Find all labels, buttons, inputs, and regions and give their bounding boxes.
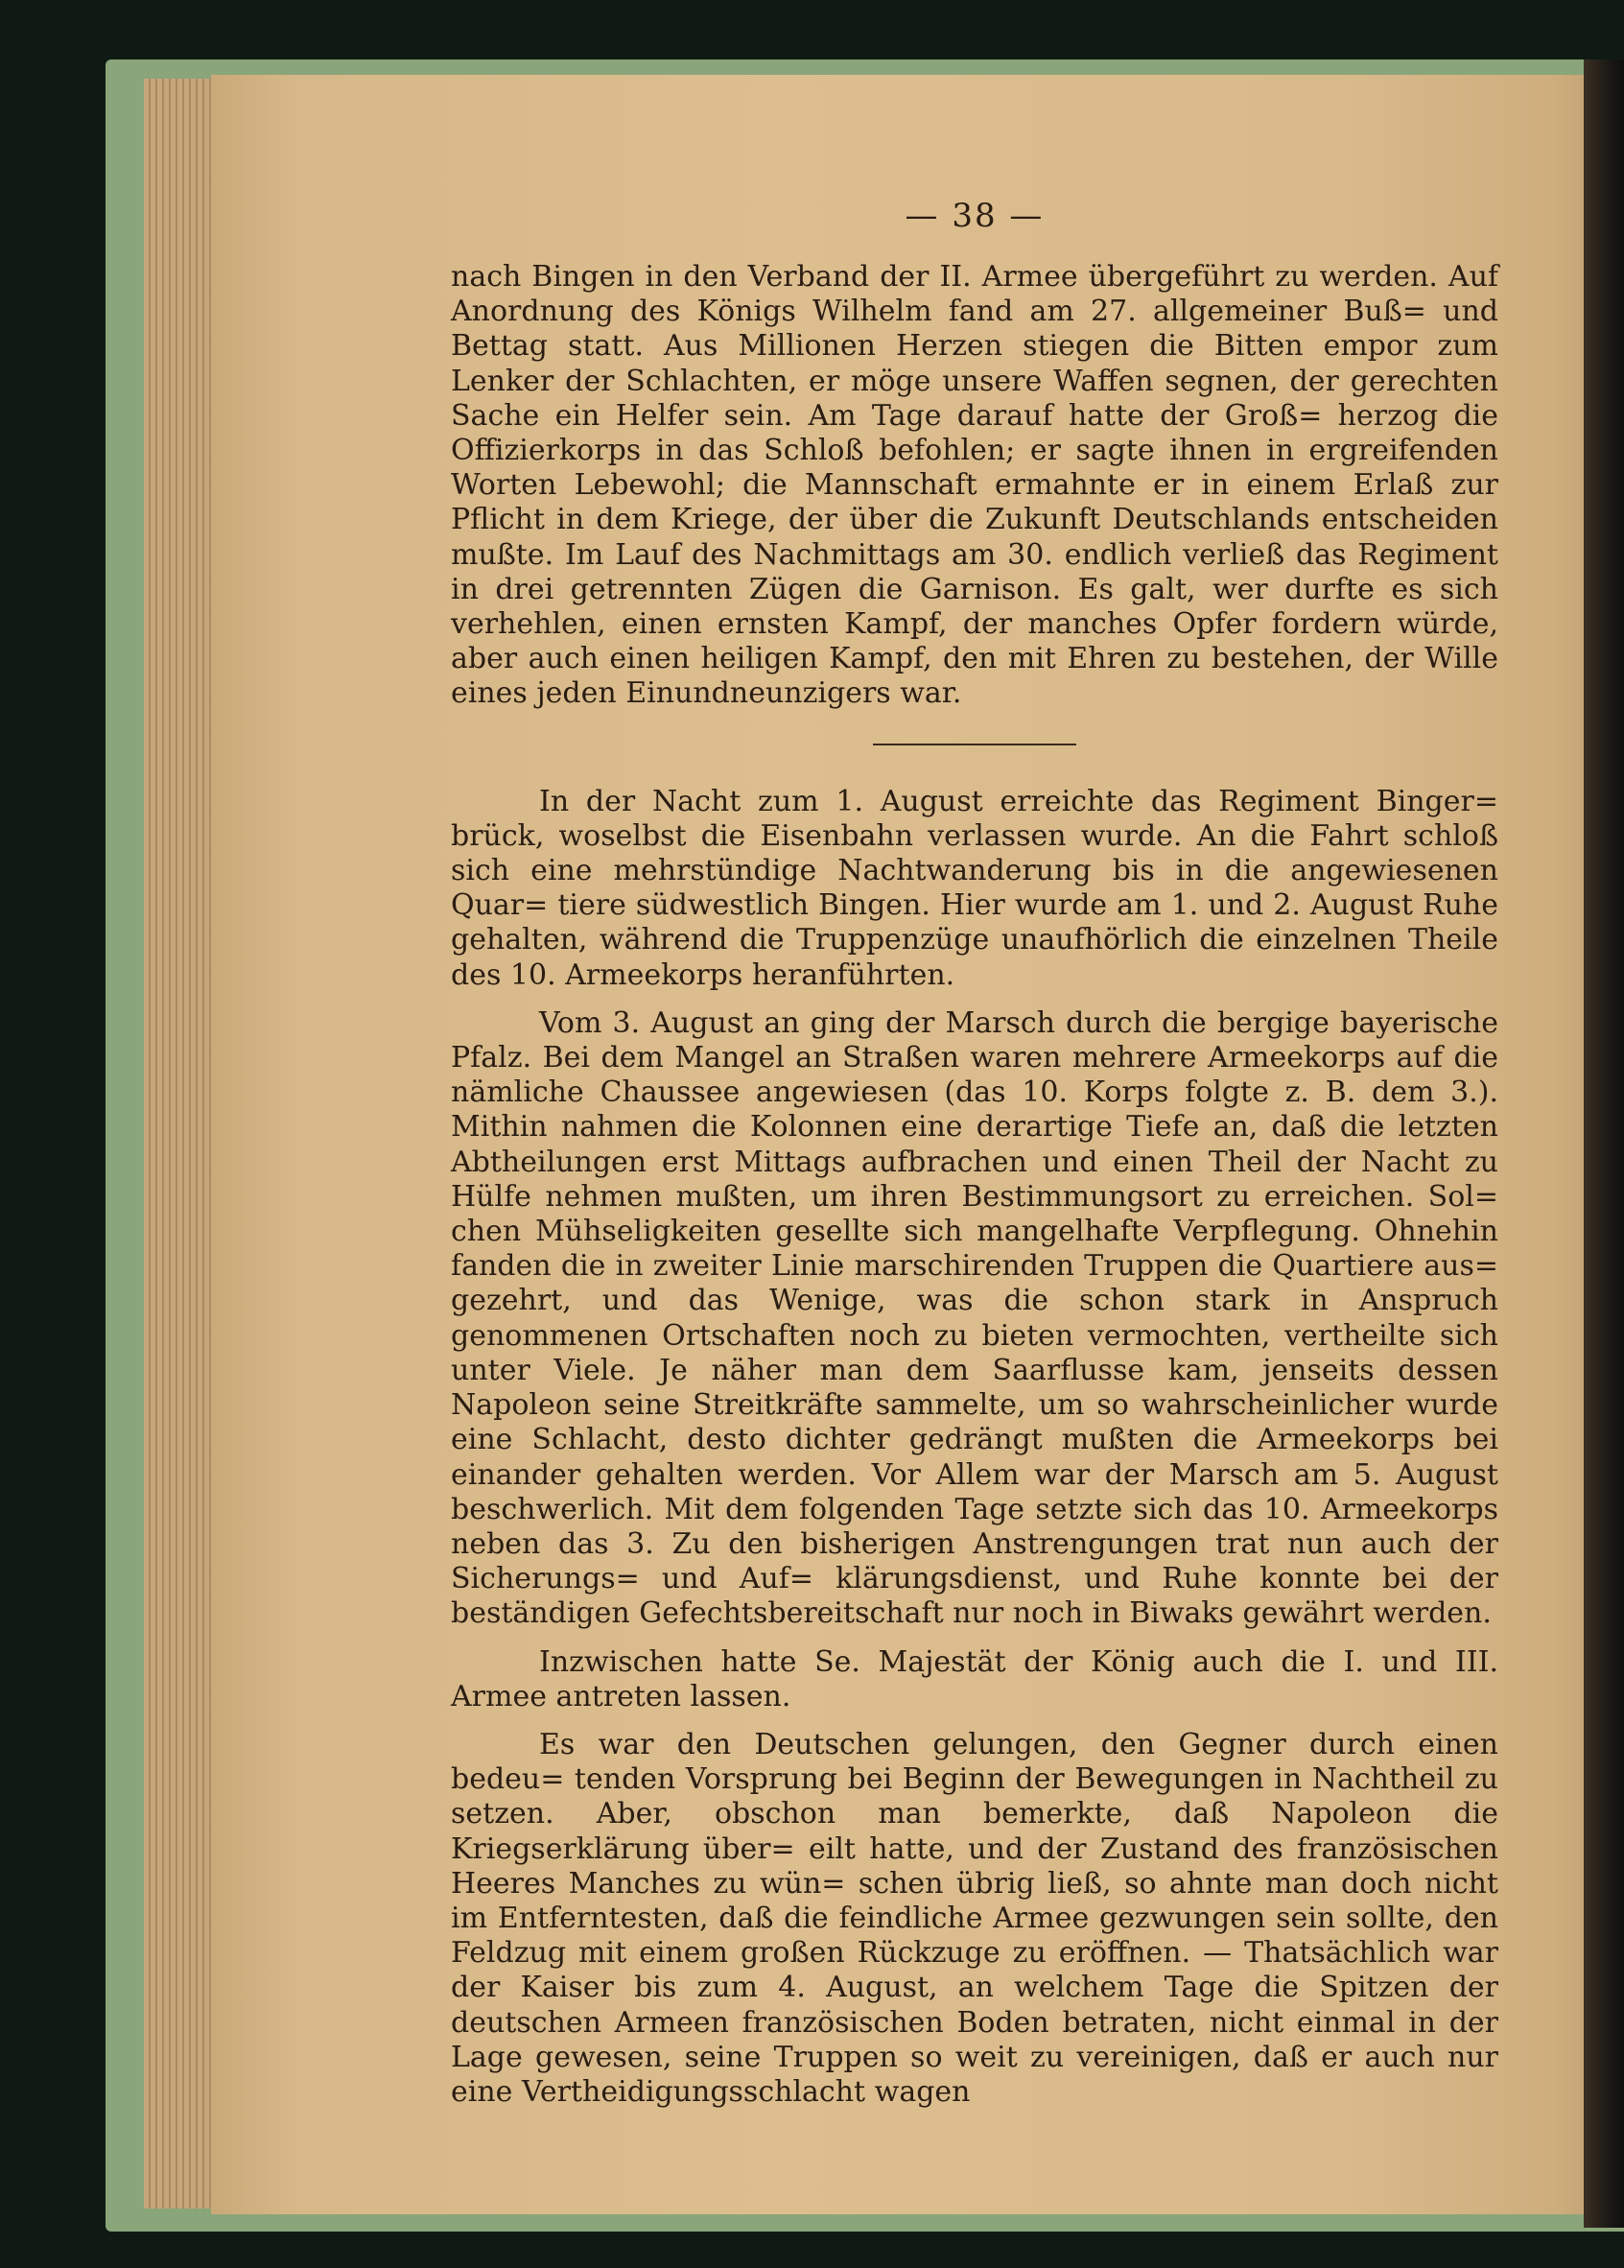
section-divider	[873, 744, 1076, 745]
page-number: — 38 —	[905, 197, 1045, 235]
book-spine-shadow	[1584, 59, 1624, 2228]
paragraph-continuation: nach Bingen in den Verband der II. Armee übergeführt zu werden. Auf Anordnung des Königs Wilhelm fand am 27. allgemeiner Buß= und Bettag statt. Aus Millionen Herzen stiegen die Bitten empor zum Lenker der Schlachten, er möge unsere Waffen segnen, der gerechten Sache ein Helfer sein. Am Tage darauf hatte der Groß= herzog die Offizierkorps in das Schloß befohlen; er sagte ihnen in ergreifenden Worten Lebewohl; die Mannschaft ermahnte er in einem Erlaß zur Pflicht in dem Kriege, der über die Zukunft Deutschlands entscheiden mußte. Im Lauf des Nachmittags am 30. endlich verließ das Regiment in drei getrennten Zügen die Garnison. Es galt, wer durfte es sich verhehlen, einen ernsten Kampf, der manches Opfer fordern würde, aber auch einen heiligen Kampf, den mit Ehren zu bestehen, der Wille eines jeden Einundneunzigers war.	[451, 260, 1498, 711]
paragraph: Vom 3. August an ging der Marsch durch die bergige bayerische Pfalz. Bei dem Mangel an Straßen waren mehrere Armeekorps auf die nämliche Chaussee angewiesen (das 10. Korps folgte z. B. dem 3.). Mithin nahmen die Kolonnen eine derartige Tiefe an, daß die letzten Abtheilungen erst Mittags aufbrachen und einen Theil der Nacht zu Hülfe nehmen mußten, um ihren Bestimmungsort zu erreichen. Sol= chen Mühseligkeiten gesellte sich mangelhafte Verpflegung. Ohnehin fanden die in zweiter Linie marschirenden Truppen die Quartiere aus= gezehrt, und das Wenige, was die schon stark in Anspruch genommenen Ortschaften noch zu bieten vermochten, vertheilte sich unter Viele. Je näher man dem Saarflusse kam, jenseits dessen Napoleon seine Streitkräfte sammelte, um so wahrscheinlicher wurde eine Schlacht, desto dichter gedrängt mußten die Armeekorps bei einander gehalten werden. Vor Allem war der Marsch am 5. August beschwerlich. Mit dem folgenden Tage setzte sich das 10. Armeekorps neben das 3. Zu den bisherigen Anstrengungen trat nun auch der Sicherungs= und Auf= klärungsdienst, und Ruhe konnte bei der beständigen Gefechtsbereitschaft nur noch in Biwaks gewährt werden.	[451, 1005, 1498, 1631]
paragraph: Inzwischen hatte Se. Majestät der König auch die I. und III. Armee antreten lassen.	[451, 1644, 1498, 1713]
paragraph: Es war den Deutschen gelungen, den Gegner durch einen bedeu= tenden Vorsprung bei Beginn der Bewegungen in Nachtheil zu setzen. Aber, obschon man bemerkte, daß Napoleon die Kriegserklärung über= eilt hatte, und der Zustand des französischen Heeres Manches zu wün= schen übrig ließ, so ahnte man doch nicht im Entferntesten, daß die feindliche Armee gezwungen sein sollte, den Feldzug mit einem großen Rückzuge zu eröffnen. — Thatsächlich war der Kaiser bis zum 4. August, an welchem Tage die Spitzen der deutschen Armeen französischen Boden betraten, nicht einmal in der Lage gewesen, seine Truppen so weit zu vereinigen, daß er auch nur eine Vertheidigungsschlacht wagen	[451, 1727, 1498, 2109]
page-content	[451, 197, 1498, 2110]
paragraph: In der Nacht zum 1. August erreichte das Regiment Binger= brück, woselbst die Eisenbahn verlassen wurde. An die Fahrt schloß sich eine mehrstündige Nachtwanderung bis in die angewiesenen Quar= tiere südwestlich Bingen. Hier wurde am 1. und 2. August Ruhe gehalten, während die Truppenzüge unaufhörlich die einzelnen Theile des 10. Armeekorps heranführten.	[451, 784, 1498, 992]
